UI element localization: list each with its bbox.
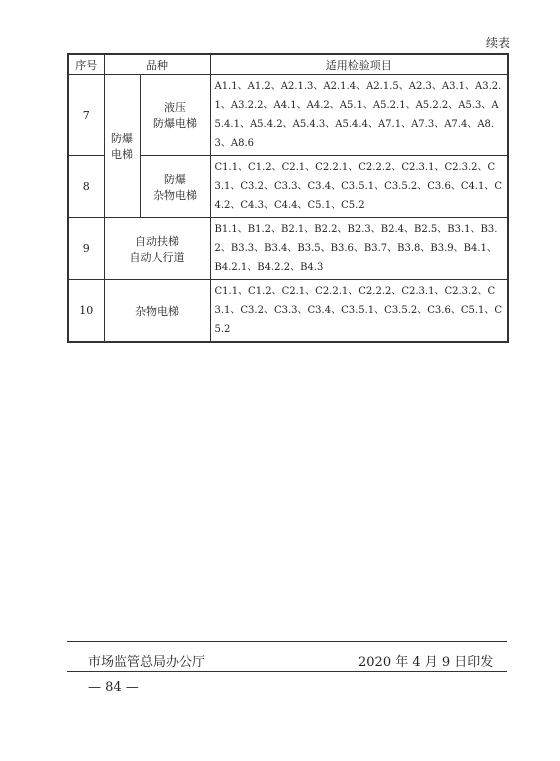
row-items: C1.1、C1.2、C2.1、C2.2.1、C2.2.2、C2.3.1、C2.3.2、C3.1、C3.2、C3.3、C3.4、C3.5.1、C3.5.2、C3.6、C5.1、C5.2 xyxy=(210,280,508,343)
row-index: 7 xyxy=(68,75,104,156)
footer-top-rule xyxy=(67,641,507,642)
table-row xyxy=(68,218,508,280)
table-header-row xyxy=(68,54,508,75)
header-variety: 品种 xyxy=(104,54,210,75)
footer-bottom-rule xyxy=(67,671,507,672)
row-variety: 自动扶梯 自动人行道 xyxy=(104,218,210,280)
row-index: 8 xyxy=(68,156,104,218)
row-variety: 防爆 杂物电梯 xyxy=(140,156,210,218)
header-items: 适用检验项目 xyxy=(210,54,508,75)
header-index: 序号 xyxy=(68,54,104,75)
row-items: C1.1、C1.2、C2.1、C2.2.1、C2.2.2、C2.3.1、C2.3.2、C3.1、C3.2、C3.3、C3.4、C3.5.1、C3.5.2、C3.6、C4.1、C4.2、C4.3、C4.4、C5.1、C5.2 xyxy=(210,156,508,218)
row-index: 9 xyxy=(68,218,104,280)
table-row xyxy=(68,280,508,343)
group-label: 防爆 电梯 xyxy=(104,75,140,218)
footer-issuing-office: 市场监管总局办公厅 xyxy=(88,655,206,670)
row-variety: 液压 防爆电梯 xyxy=(140,75,210,156)
inspection-items-table xyxy=(67,53,509,343)
row-index: 10 xyxy=(68,280,104,343)
row-items: B1.1、B1.2、B2.1、B2.2、B2.3、B2.4、B2.5、B3.1、B3.2、B3.3、B3.4、B3.5、B3.6、B3.7、B3.8、B3.9、B4.1、B4.2.1、B4.2.2、B4.3 xyxy=(210,218,508,280)
page-number: — 84 — xyxy=(88,680,139,695)
row-items: A1.1、A1.2、A2.1.3、A2.1.4、A2.1.5、A2.3、A3.1、A3.2.1、A3.2.2、A4.1、A4.2、A5.1、A5.2.1、A5.2.2、A5.3、A5.4.1、A5.4.2、A5.4.3、A5.4.4、A7.1、A7.3、A7.4、A8.3、A8.6 xyxy=(210,75,508,156)
footer-print-date: 2020 年 4 月 9 日印发 xyxy=(358,655,494,670)
row-variety: 杂物电梯 xyxy=(104,280,210,343)
continuation-label: 续表 xyxy=(485,36,510,50)
table-row xyxy=(68,75,508,156)
